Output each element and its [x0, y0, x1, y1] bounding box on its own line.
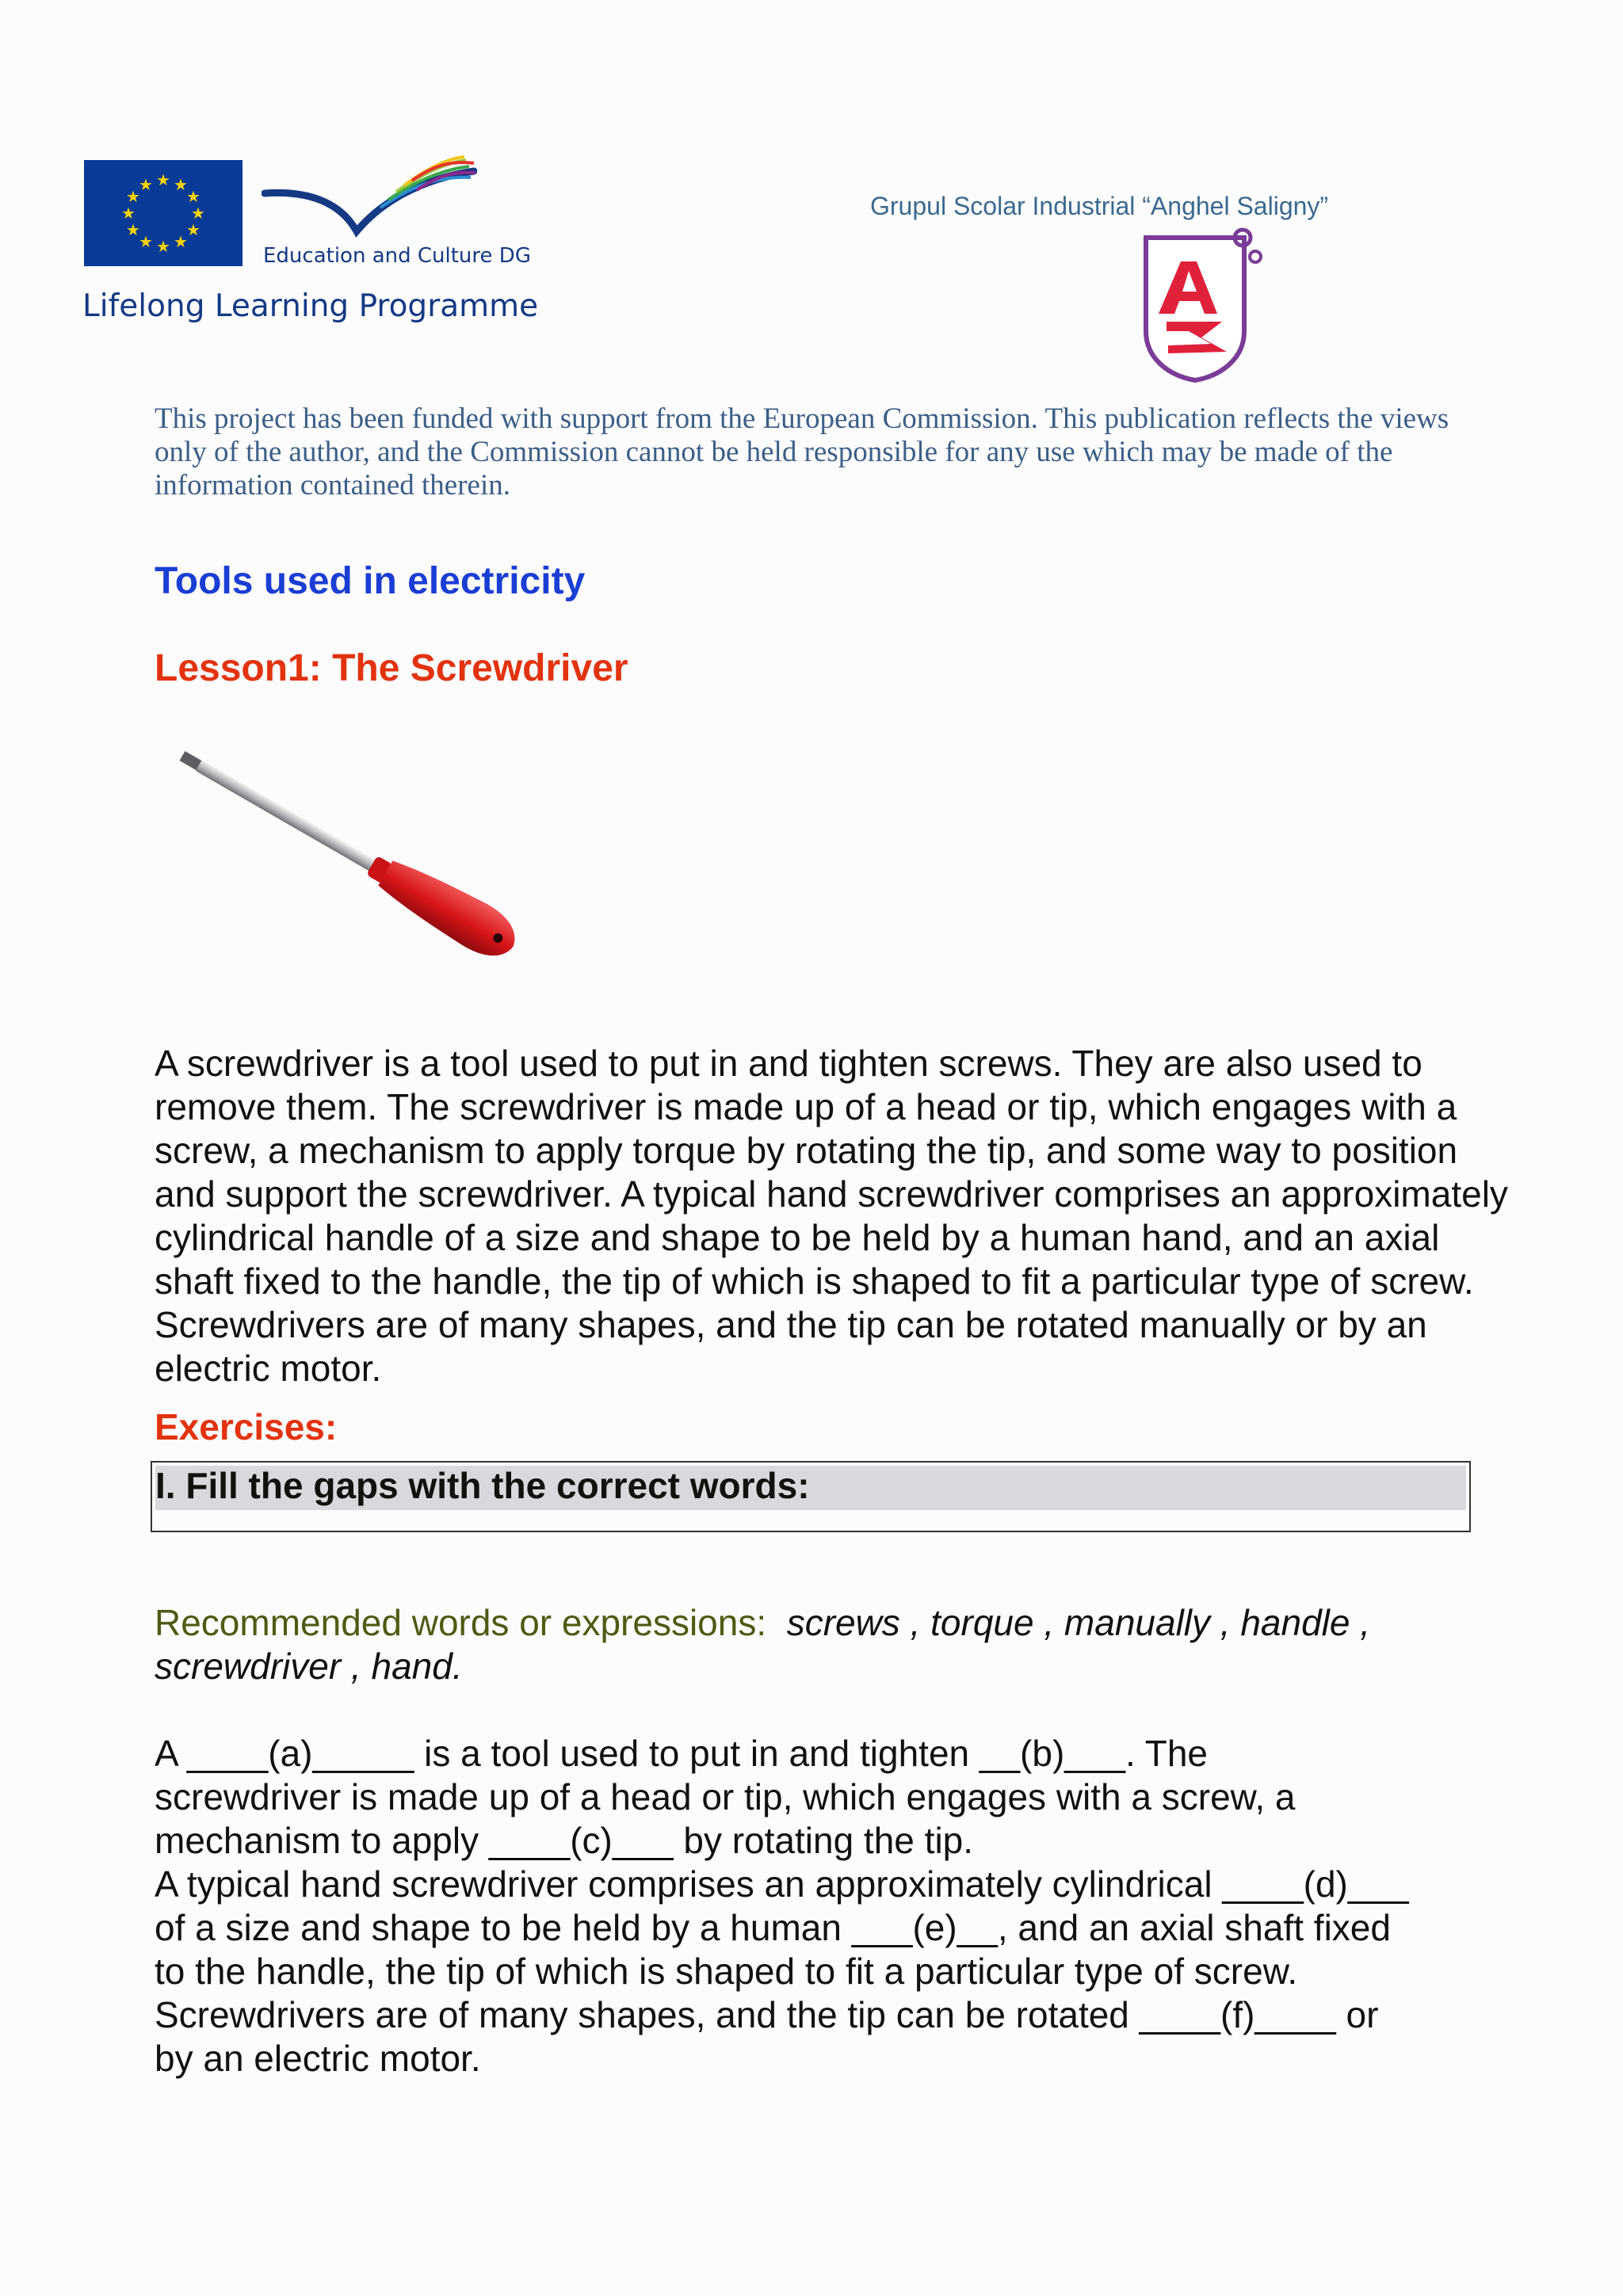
- school-crest-logo: [1135, 227, 1265, 385]
- programme-label: Lifelong Learning Programme: [82, 288, 539, 324]
- lifelong-learning-swoosh-icon: [262, 155, 477, 242]
- svg-text:★: ★: [156, 170, 170, 189]
- school-name: Grupul Scolar Industrial “Anghel Saligny”: [870, 192, 1329, 220]
- svg-text:★: ★: [174, 232, 188, 251]
- dg-label: Education and Culture DG: [263, 244, 531, 268]
- gap-line: A ____(a)_____ is a tool used to put in and tighten __(b)___. The: [155, 1733, 1209, 1774]
- svg-text:★: ★: [121, 204, 136, 223]
- gap-line: mechanism to apply ____(c)___ by rotating the tip.: [155, 1820, 974, 1861]
- svg-text:★: ★: [186, 187, 200, 206]
- screwdriver-image: [165, 727, 609, 997]
- gap-line: to the handle, the tip of which is shaped to fit a particular type of screw.: [155, 1951, 1298, 1992]
- svg-text:★: ★: [174, 175, 188, 194]
- gap-line: of a size and shape to be held by a human ___(e)__, and an axial shaft fixed: [155, 1907, 1391, 1948]
- svg-text:★: ★: [139, 232, 153, 251]
- screwdriver-description: A screwdriver is a tool used to put in and tighten screws. They are also used to remove them. The screwdriver is made up of a head or tip, which engages with a screw, a mechanism to apply torque by rotating the tip, and some way to position and support the screwdriver. A typical hand screwdriver comprises an approximately cylindrical handle of a size and shape to be held by a human hand, and an axial shaft fixed to the handle, the tip of which is shaped to fit a particular type of screw. Screwdrivers are of many shapes, and the tip can be rotated manually or by an electric motor.: [155, 1043, 1508, 1389]
- topic-title: Tools used in electricity: [155, 560, 586, 602]
- svg-text:★: ★: [139, 175, 153, 194]
- gap-line: Screwdrivers are of many shapes, and the tip can be rotated ____(f)____ or: [155, 1994, 1379, 2035]
- exercise-heading-box: [151, 1461, 1471, 1532]
- funding-disclaimer: This project has been funded with support from the European Commission. This publication reflects the views only of the author, and the Commission cannot be held responsible for any use which may be made of the information contained therein.: [155, 402, 1449, 502]
- svg-text:★: ★: [191, 204, 205, 223]
- svg-text:★: ★: [156, 237, 170, 256]
- recommended-label: Recommended words or expressions:: [155, 1602, 767, 1643]
- exercises-title: Exercises:: [155, 1406, 338, 1447]
- svg-text:★: ★: [126, 220, 140, 239]
- lesson-title: Lesson1: The Screwdriver: [155, 647, 628, 689]
- screwdriver-icon: [165, 727, 609, 997]
- gap-fill-text: [155, 1732, 1526, 2081]
- exercise-heading: I. Fill the gaps with the correct words:: [155, 1465, 810, 1506]
- gap-line: screwdriver is made up of a head or tip, which engages with a screw, a: [155, 1776, 1296, 1817]
- eu-flag-logo: [84, 160, 242, 266]
- svg-text:★: ★: [186, 220, 200, 239]
- svg-text:★: ★: [126, 187, 140, 206]
- recommended-words: [155, 1601, 1526, 1688]
- gap-line: A typical hand screwdriver comprises an approximately cylindrical ____(d)___: [155, 1863, 1409, 1905]
- recommended-word-list: screws , torque , manually , handle , screwdriver , hand.: [155, 1602, 1371, 1687]
- eu-stars-icon: [84, 160, 242, 266]
- gap-line: by an electric motor.: [155, 2038, 481, 2079]
